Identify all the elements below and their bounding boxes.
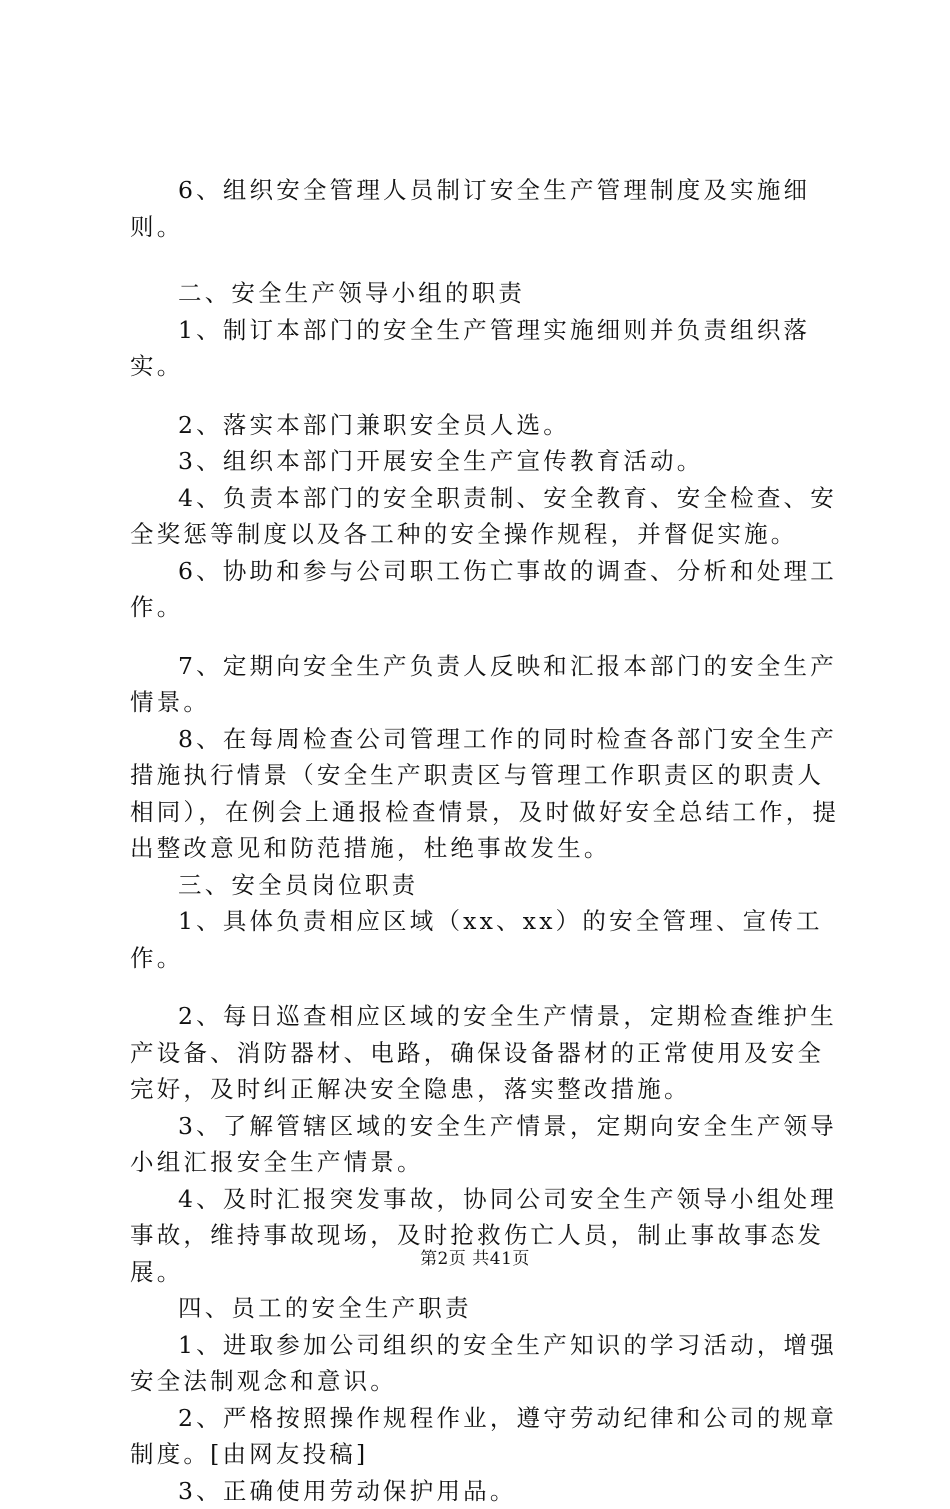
paragraph: 1、进取参加公司组织的安全生产知识的学习活动，增强安全法制观念和意识。 — [130, 1327, 842, 1400]
paragraph: 1、制订本部门的安全生产管理实施细则并负责组织落实。 — [130, 312, 842, 385]
page-number-footer: 第2页 共41页 — [0, 1244, 950, 1269]
paragraph: 2、每日巡查相应区域的安全生产情景，定期检查维护生产设备、消防器材、电路，确保设备器材的正常使用及安全完好，及时纠正解决安全隐患，落实整改措施。 — [130, 998, 842, 1108]
paragraph: 6、协助和参与公司职工伤亡事故的调查、分析和处理工作。 — [130, 553, 842, 626]
paragraph: 2、落实本部门兼职安全员人选。 — [130, 407, 842, 444]
section-heading: 三、安全员岗位职责 — [130, 867, 842, 904]
section-heading: 二、安全生产领导小组的职责 — [130, 275, 842, 312]
paragraph: 7、定期向安全生产负责人反映和汇报本部门的安全生产情景。 — [130, 648, 842, 721]
paragraph: 2、严格按照操作规程作业，遵守劳动纪律和公司的规章制度。[由网友投稿] — [130, 1400, 842, 1473]
paragraph: 4、及时汇报突发事故，协同公司安全生产领导小组处理事故，维持事故现场，及时抢救伤亡人员，制止事故事态发展。 — [130, 1181, 842, 1291]
paragraph: 3、组织本部门开展安全生产宣传教育活动。 — [130, 443, 842, 480]
paragraph: 3、了解管辖区域的安全生产情景，定期向安全生产领导小组汇报安全生产情景。 — [130, 1108, 842, 1181]
paragraph: 4、负责本部门的安全职责制、安全教育、安全检查、安全奖惩等制度以及各工种的安全操作规程，并督促实施。 — [130, 480, 842, 553]
paragraph: 1、具体负责相应区域（xx、xx）的安全管理、宣传工作。 — [130, 903, 842, 976]
paragraph: 3、正确使用劳动保护用品。 — [130, 1473, 842, 1509]
paragraph: 8、在每周检查公司管理工作的同时检查各部门安全生产措施执行情景（安全生产职责区与管理工作职责区的职责人相同），在例会上通报检查情景，及时做好安全总结工作，提出整改意见和防范措施，杜绝事故发生。 — [130, 721, 842, 867]
section-heading: 四、员工的安全生产职责 — [130, 1290, 842, 1327]
document-body — [130, 172, 842, 1509]
paragraph: 6、组织安全管理人员制订安全生产管理制度及实施细则。 — [130, 172, 842, 245]
